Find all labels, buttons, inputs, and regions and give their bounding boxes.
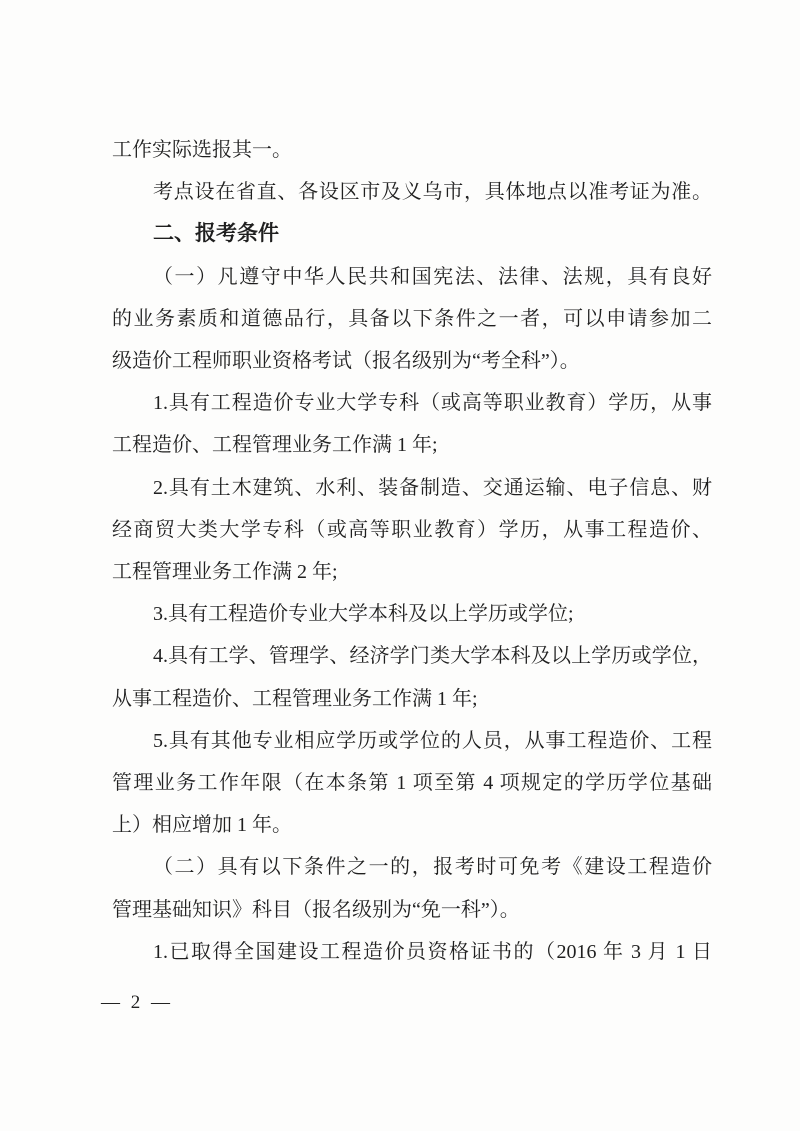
document-body [112, 129, 712, 973]
text-line: 二、报考条件 [153, 222, 279, 246]
text-line: 级造价工程师职业资格考试（报名级别为“考全科”）。 [112, 350, 580, 373]
text-line: 5.具有其他专业相应学历或学位的人员，从事工程造价、工程 [153, 729, 712, 752]
text-line: 1.已取得全国建设工程造价员资格证书的（2016 年 3 月 1 日 [153, 940, 712, 963]
text-line: 的业务素质和道德品行，具备以下条件之一者，可以申请参加二 [112, 307, 712, 330]
text-line: 4.具有工学、管理学、经济学门类大学本科及以上学历或学位， [153, 645, 712, 668]
text-line: 2.具有土木建筑、水利、装备制造、交通运输、电子信息、财 [153, 476, 712, 499]
page-number: — 2 — [101, 992, 173, 1013]
text-line: （一）凡遵守中华人民共和国宪法、法律、法规，具有良好 [153, 265, 712, 288]
text-line: 上）相应增加 1 年。 [112, 814, 292, 837]
text-line: 工作实际选报其一。 [112, 139, 292, 161]
text-line: （二）具有以下条件之一的，报考时可免考《建设工程造价 [153, 856, 712, 879]
text-line: 工程造价、工程管理业务工作满 1 年; [112, 434, 438, 457]
text-line: 3.具有工程造价专业大学本科及以上学历或学位; [153, 603, 574, 626]
text-line: 1.具有工程造价专业大学专科（或高等职业教育）学历，从事 [153, 392, 712, 415]
text-line: 管理基础知识》科目（报名级别为“免一科”）。 [112, 898, 520, 921]
text-line: 经商贸大类大学专科（或高等职业教育）学历，从事工程造价、 [112, 518, 712, 541]
text-line: 从事工程造价、工程管理业务工作满 1 年; [112, 687, 478, 710]
text-line: 管理业务工作年限（在本条第 1 项至第 4 项规定的学历学位基础 [112, 772, 712, 795]
text-line: 工程管理业务工作满 2 年; [112, 561, 338, 584]
text-line: 考点设在省直、各设区市及义乌市，具体地点以准考证为准。 [153, 181, 712, 204]
